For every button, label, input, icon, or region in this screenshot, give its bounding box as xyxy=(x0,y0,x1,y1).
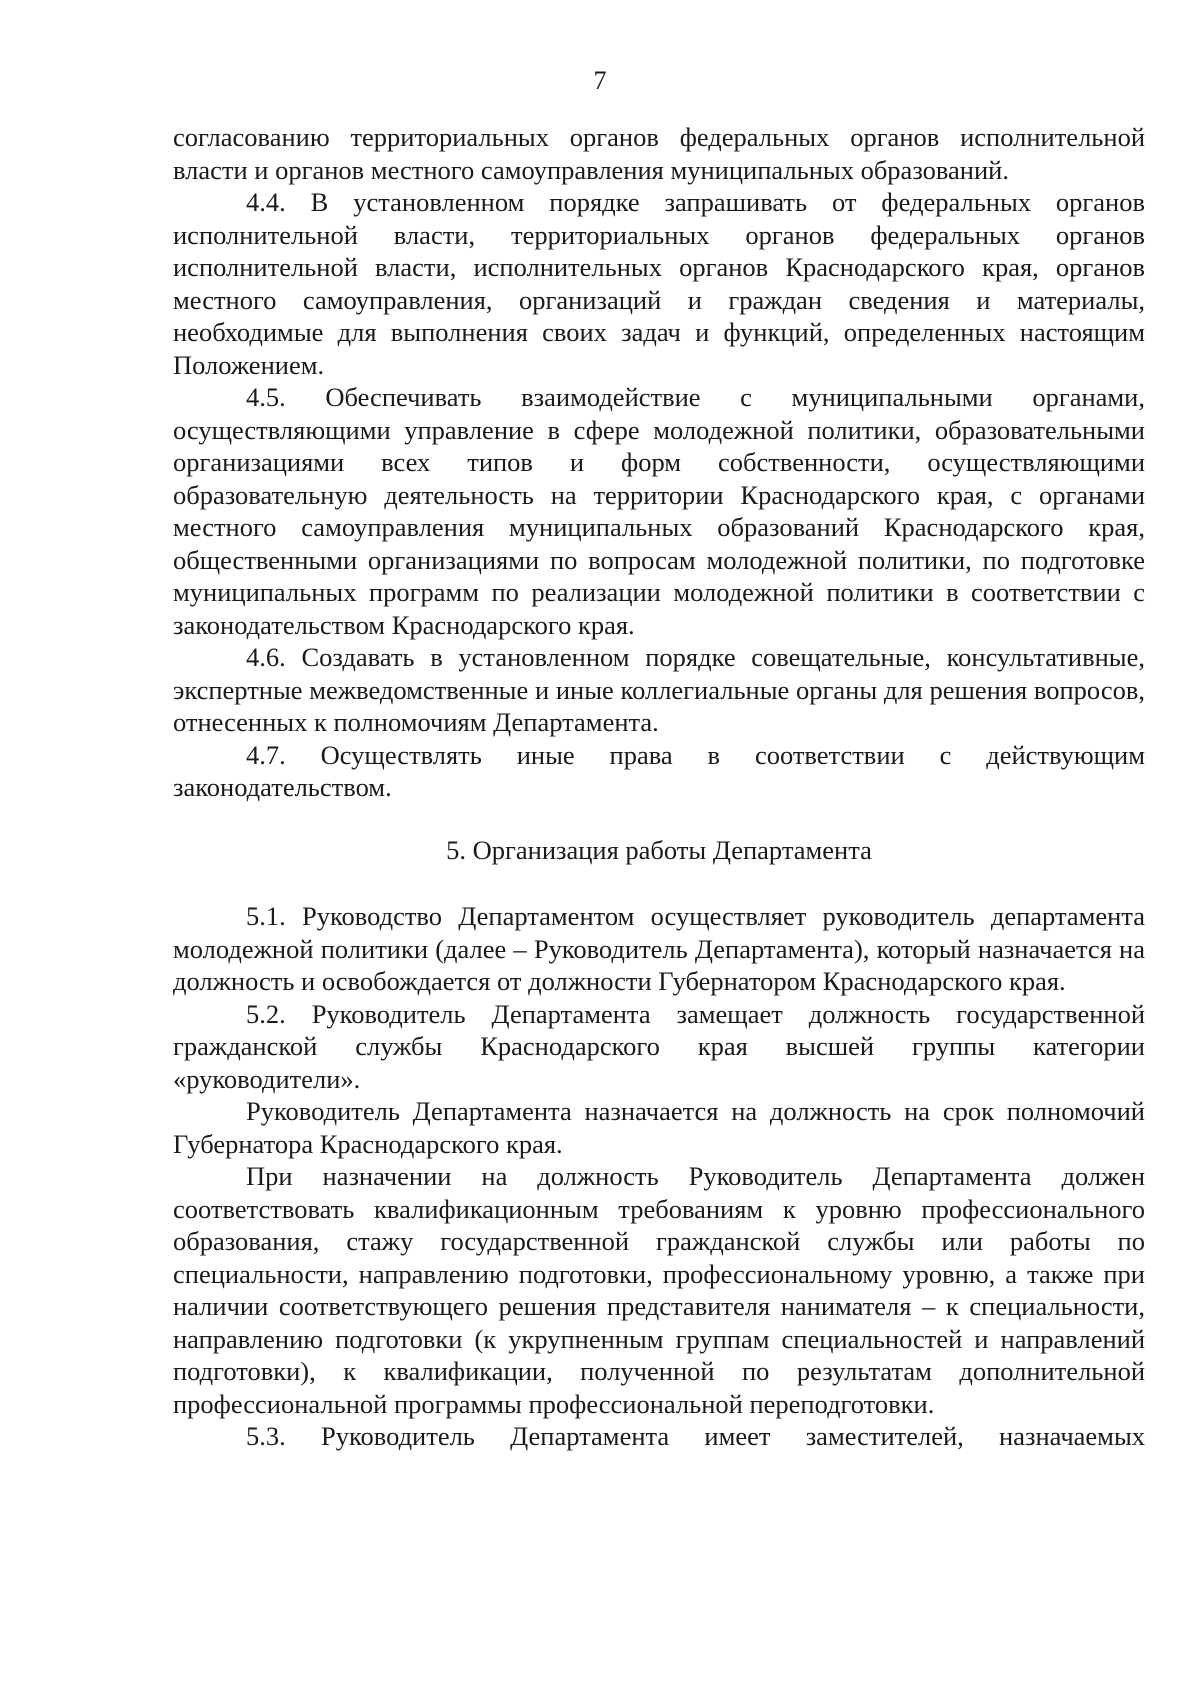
document-body xyxy=(173,121,1145,1453)
paragraph-4-7: 4.7. Осуществлять иные права в соответствии с действующим законодательством. xyxy=(173,739,1145,802)
paragraph-4-5: 4.5. Обеспечивать взаимодействие с муниципальными органами, осуществляющими управление в сфере молодежной политики, образовательными организациями всех типов и форм собственности, осуществляющими образовательную деятельность на территории Краснодарского края, с органами местного самоуправления муниципальных образований Краснодарского края, общественными организациями по вопросам молодежной политики, по подготовке муниципальных программ по реализации молодежной политики в соответствии с законодательством Краснодарского края. xyxy=(173,382,1145,640)
section-title: 5. Организация работы Департамента xyxy=(446,834,872,865)
paragraph-4-4: 4.4. В установленном порядке запрашивать от федеральных органов исполнительной власти, территориальных органов федеральных органов исполнительной власти, исполнительных органов Краснодарского края, органов местного самоуправления, организаций и граждан сведения и материалы, необходимые для выполнения своих задач и функций, определенных настоящим Положением. xyxy=(173,187,1145,380)
paragraph-5-2: 5.2. Руководитель Департамента замещает должность государственной гражданской службы Краснодарского края высшей группы категории «руководители». xyxy=(173,998,1145,1094)
paragraph-5-3: 5.3. Руководитель Департамента имеет заместителей, назначаемых xyxy=(246,1421,1145,1451)
page-number: 7 xyxy=(593,66,607,95)
paragraph-5-1: 5.1. Руководство Департаментом осуществляет руководитель департамента молодежной политики (далее – Руководитель Департамента), который назначается на должность и освобождается от должности Губернатором Краснодарского края. xyxy=(173,901,1145,996)
paragraph-qualification: При назначении на должность Руководитель Департамента должен соответствовать квалификационным требованиям к уровню профессионального образования, стажу государственной гражданской службы или работы по специальности, направлению подготовки, профессиональному уровню, а также при наличии соответствующего решения представителя нанимателя – к специальности, направлению подготовки (к укрупненным группам специальностей и направлений подготовки), к квалификации, полученной по результатам дополнительной профессиональной программы профессиональной переподготовки. xyxy=(173,1161,1145,1419)
paragraph-4-6: 4.6. Создавать в установленном порядке совещательные, консультативные, экспертные межведомственные и иные коллегиальные органы для решения вопросов, отнесенных к полномочиям Департамента. xyxy=(173,642,1145,737)
paragraph-appointment-term: Руководитель Департамента назначается на должность на срок полномочий Губернатора Краснодарского края. xyxy=(173,1096,1145,1159)
paragraph-continuation: согласованию территориальных органов федеральных органов исполнительной власти и органов местного самоуправления муниципальных образований. xyxy=(173,122,1145,185)
